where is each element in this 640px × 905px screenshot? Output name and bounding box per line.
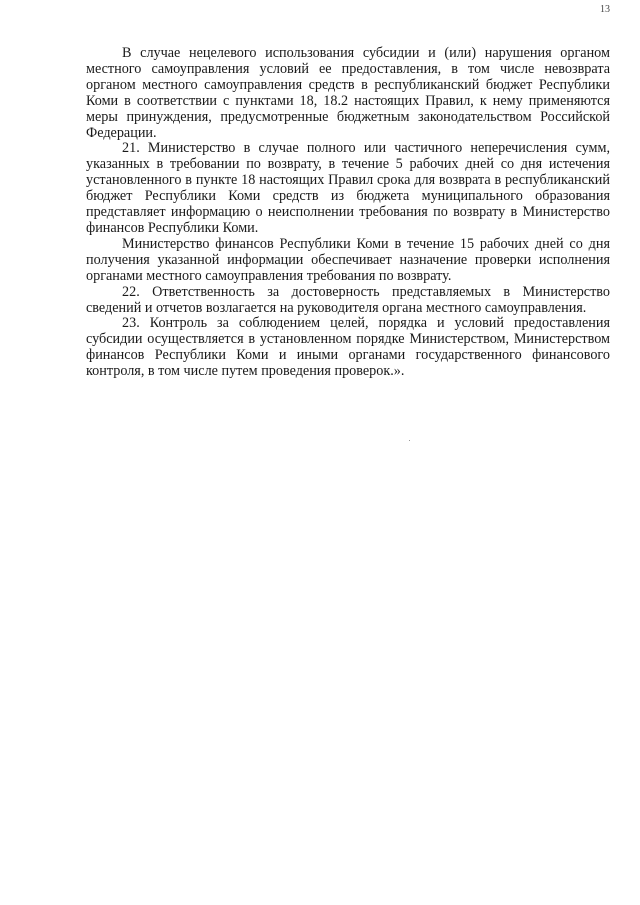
paragraph-clause-22: 22. Ответственность за достоверность представляемых в Министерство сведений и отчетов возлагается на руководителя органа местного самоуправления. (86, 283, 610, 316)
paragraph-misuse-of-subsidy: В случае нецелевого использования субсидии и (или) нарушения органом местного самоуправления условий ее предоставления, в том числе невозврата органом местного самоуправления средств в республиканский бюджет Республики Коми в соответствии с пунктами 18, 18.2 настоящих Правил, к нему применяются меры принуждения, предусмотренные бюджетным законодательством Российской Федерации. (86, 45, 610, 141)
paragraph-finance-ministry-audit: Министерство финансов Республики Коми в течение 15 рабочих дней со дня получения указанной информации обеспечивает назначение проверки исполнения органами местного самоуправления требования по возврату. (86, 235, 610, 284)
document-body (86, 46, 610, 380)
paragraph-clause-23: 23. Контроль за соблюдением целей, порядка и условий предоставления субсидии осуществляется в установленном порядке Министерством, Министерством финансов Республики Коми и иными органами государственного финансового контроля, в том числе путем проведения проверок.». (86, 315, 610, 380)
page-number: 13 (600, 4, 610, 15)
paragraph-clause-21: 21. Министерство в случае полного или частичного неперечисления сумм, указанных в требовании по возврату, в течение 5 рабочих дней со дня истечения установленного в пункте 18 настоящих Правил срока для возврата в республиканский бюджет Республики Коми средств из бюджета муниципального образования представляет информацию о неисполнении требования по возврату в Министерство финансов Республики Коми. (86, 140, 610, 236)
scan-speck (409, 440, 410, 441)
